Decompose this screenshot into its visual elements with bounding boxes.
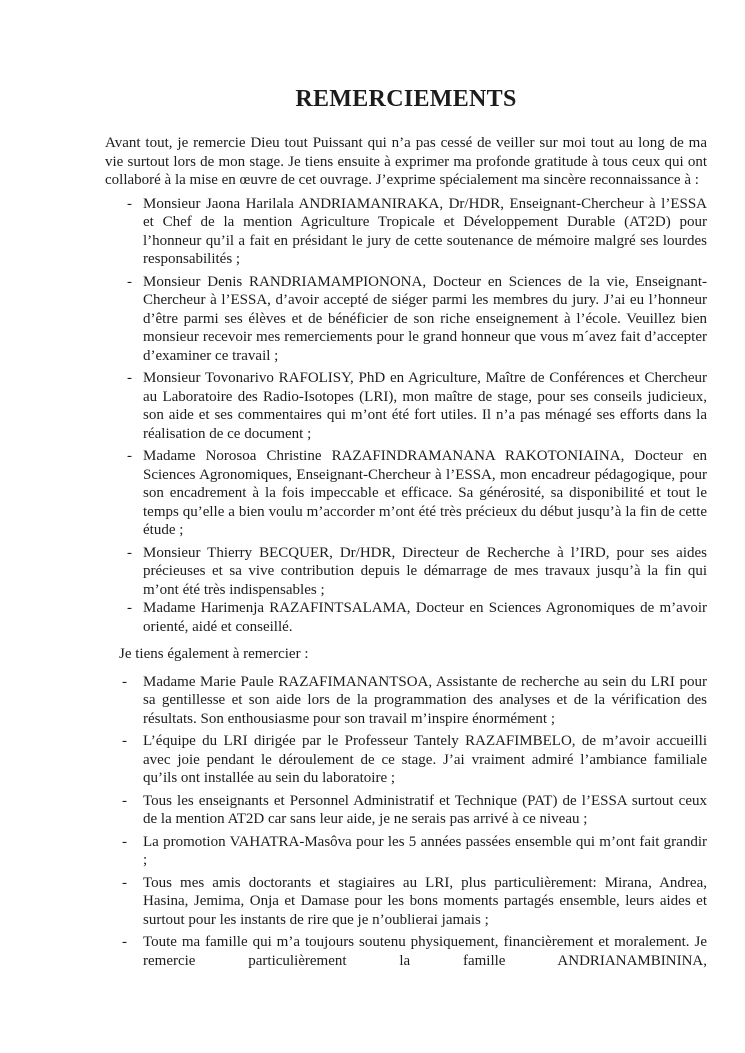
list-item xyxy=(105,874,707,930)
dash-bullet: - xyxy=(127,544,132,561)
list-item xyxy=(105,673,707,729)
list-item-text: Madame Harimenja RAZAFINTSALAMA, Docteur en Sciences Agronomiques de m’avoir orienté, aidé et conseillé. xyxy=(143,600,707,635)
list-item xyxy=(105,833,707,870)
intro-paragraph: Avant tout, je remercie Dieu tout Puissant qui n’a pas cessé de veiller sur moi tout au long de ma vie surtout lors de mon stage. Je tiens ensuite à exprimer ma profonde gratitude à tous ceux qui ont collaboré à la mise en œuvre de cet ouvrage. J’exprime spécialement ma sincère reconnaissance à : xyxy=(105,135,707,188)
list-item-text: L’équipe du LRI dirigée par le Professeur Tantely RAZAFIMBELO, de m’avoir accueilli avec joie pendant le déroulement de ce stage. J’ai vraiment admiré l’ambiance familiale qu’ils ont installée au sein du laboratoire ; xyxy=(143,733,707,786)
dash-bullet: - xyxy=(122,673,127,690)
list-item-text: Tous mes amis doctorants et stagiaires au LRI, plus particulièrement: Mirana, Andrea, Hasina, Jemima, Onja et Damase pour les bons moments partagés ensemble, leurs aides et surtout pour les instants de rire que je n’oublierai jamais ; xyxy=(143,874,707,928)
list-item-text: Monsieur Jaona Harilala ANDRIAMANIRAKA, Dr/HDR, Enseignant-Chercheur à l’ESSA et Chef de la mention Agriculture Tropicale et Développement Durable (AT2D) pour l’honneur qu’il a fait en présidant le jury de cette soutenance de mémoire malgré ses lourdes responsabilités ; xyxy=(143,195,707,267)
dash-bullet: - xyxy=(127,195,132,212)
list-item xyxy=(105,544,707,600)
list-item-text: Tous les enseignants et Personnel Administratif et Technique (PAT) de l’ESSA surtout ceux de la mention AT2D car sans leur aide, je ne serais pas arrivé à ce niveau ; xyxy=(143,792,707,827)
dash-bullet: - xyxy=(127,273,132,290)
list-item xyxy=(105,447,707,540)
acknowledgement-list-primary xyxy=(105,195,707,637)
dash-bullet: - xyxy=(127,370,132,386)
list-item-text: La promotion VAHATRA-Masôva pour les 5 années passées ensemble qui m’ont fait grandir ; xyxy=(143,833,707,868)
list-item xyxy=(105,792,707,829)
dash-bullet: - xyxy=(122,733,127,749)
middle-paragraph: Je tiens également à remercier : xyxy=(119,646,309,662)
list-item xyxy=(105,732,707,788)
dash-bullet: - xyxy=(127,600,132,616)
acknowledgement-list-secondary xyxy=(105,673,707,971)
list-item-text: Madame Norosoa Christine RAZAFINDRAMANANA RAKOTONIAINA, Docteur en Sciences Agronomiques, Enseignant-Chercheur à l’ESSA, mon encadreur pédagogique, pour son encadrement à la fois impeccable et efficace. Sa générosité, sa disponibilité et tout le temps qu’elle a bien voulu m’accorder m’ont été très précieux du début jusqu’à la fin de cette étude ; xyxy=(143,448,707,538)
list-item-text: Monsieur Denis RANDRIAMAMPIONONA, Docteur en Sciences de la vie, Enseignant-Chercheur à l’ESSA, d’avoir accepté de siéger parmi les membres du jury. J’ai eu l’honneur d’être parmi ses élèves et de bénéficier de son riche enseignement à l’école. Veuillez bien monsieur recevoir mes remerciements pour le grand honneur que vous m´avez fait d’accepter d’examiner ce travail ; xyxy=(143,273,707,364)
list-item-text: Monsieur Tovonarivo RAFOLISY, PhD en Agriculture, Maître de Conférences et Chercheur au Laboratoire des Radio-Isotopes (LRI), mon maître de stage, pour ses conseils judicieux, son aide et ses commentaires qui m’ont été fort utiles. Il n’a pas ménagé ses efforts dans la réalisation de ce document ; xyxy=(143,370,707,442)
page-title: REMERCIEMENTS xyxy=(295,86,517,112)
dash-bullet: - xyxy=(122,792,127,809)
dash-bullet: - xyxy=(122,934,127,950)
list-item xyxy=(105,195,707,269)
dash-bullet: - xyxy=(122,874,127,891)
list-item xyxy=(105,933,707,970)
dash-bullet: - xyxy=(127,448,132,464)
list-item-text: Madame Marie Paule RAZAFIMANANTSOA, Assistante de recherche au sein du LRI pour sa gentillesse et son aide lors de la programmation des analyses et de la vérification des résultats. Son enthousiasme pour son travail m’inspire énormément ; xyxy=(143,673,707,727)
list-item-text: Monsieur Thierry BECQUER, Dr/HDR, Directeur de Recherche à l’IRD, pour ses aides précieuses et sa vive contribution depuis le démarrage de mes travaux jusqu’à la fin qui m’ont été très indispensables ; xyxy=(143,544,707,598)
list-item-text: Toute ma famille qui m’a toujours soutenu physiquement, financièrement et moralement. Je remercie particulièrement la famille ANDRIANAMBININA, xyxy=(143,934,707,969)
list-item xyxy=(105,369,707,443)
list-item xyxy=(105,273,707,366)
list-item xyxy=(105,599,707,636)
dash-bullet: - xyxy=(122,833,127,850)
